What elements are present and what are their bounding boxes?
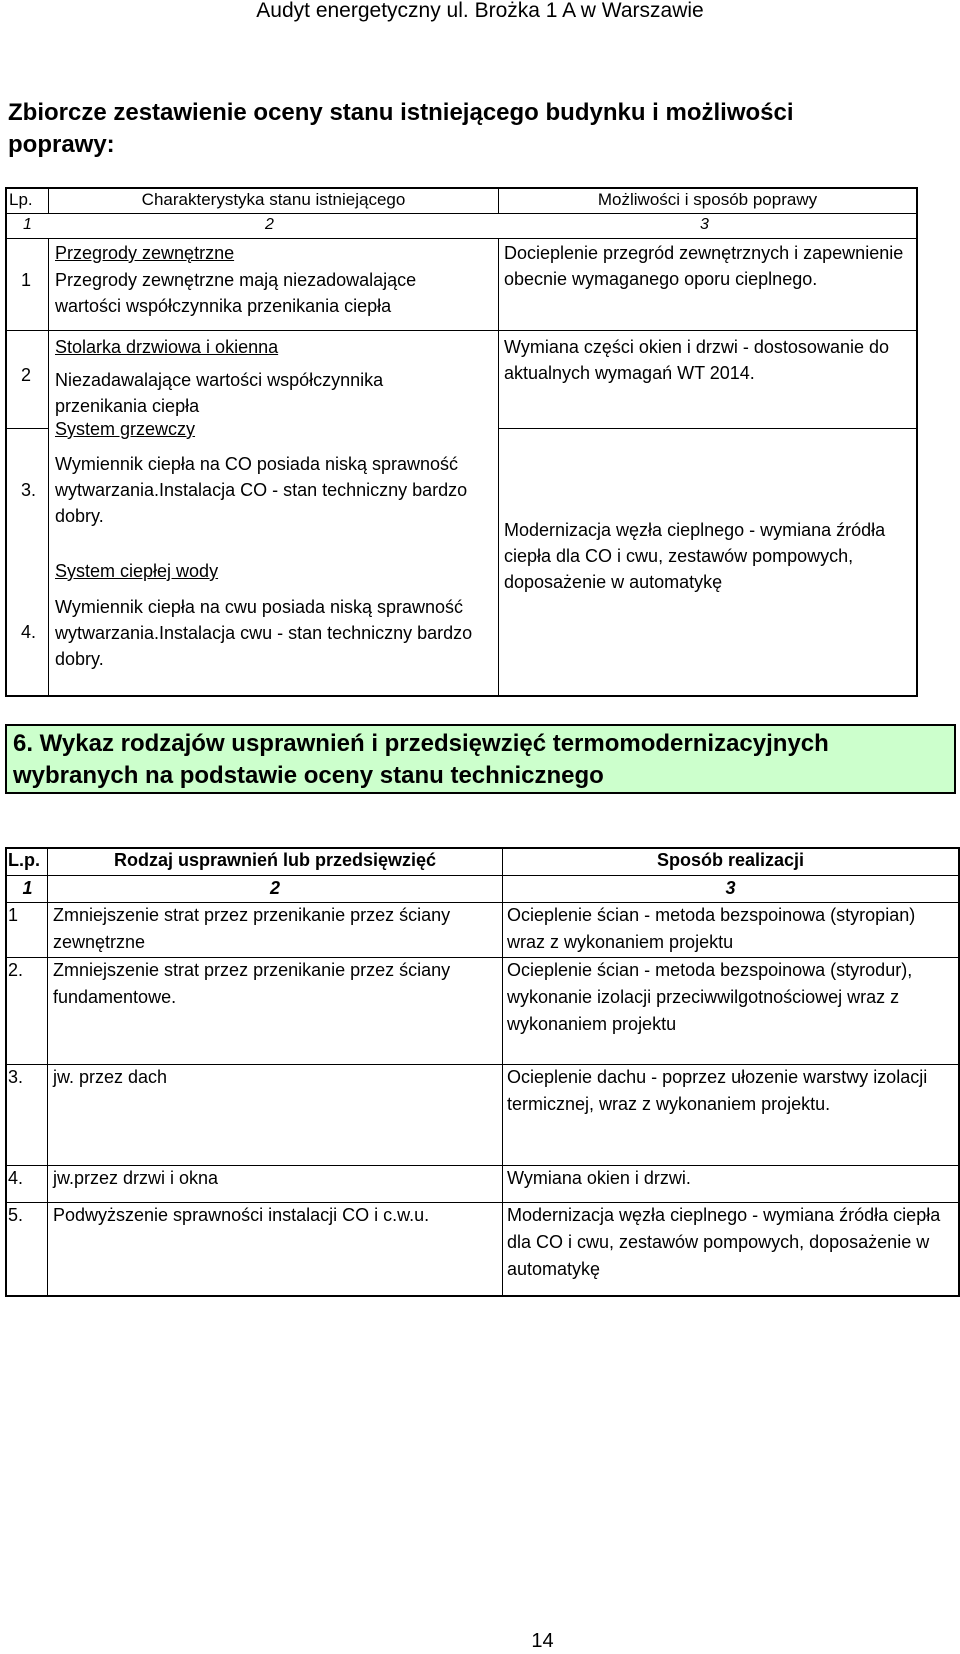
t2-row2-type: Zmniejszenie strat przez przenikanie przez ściany fundamentowe. [53,960,451,1007]
col-header-improvements: Możliwości i sposób poprawy [597,190,818,209]
col-number-3: 3 [700,216,709,233]
t2-row5-type: Podwyższenie sprawności instalacji CO i c.w.u. [53,1205,430,1225]
t2-header-lp: L.p. [8,850,40,870]
t2-number-3: 3 [725,878,736,898]
t2-row2-method: Ocieplenie ścian - metoda bezspoinowa (styrodur), wykonanie izolacji przeciwwilgotnościowej wraz z wykonaniem projektu [507,960,913,1034]
col-header-characteristics: Charakterystyka stanu istniejącego [141,190,406,209]
col-header-lp: Lp. [9,190,33,209]
t2-row4-lp: 4. [8,1168,24,1188]
row3-improvement: Modernizacja węzła cieplnego - wymiana źródła ciepła dla CO i cwu, zestawów pompowych, doposażenie w automatykę [504,520,886,592]
row4-lp: 4. [21,622,37,642]
t2-row3-lp: 3. [8,1067,24,1087]
t2-row1-lp: 1 [8,905,19,925]
t2-number-1: 1 [22,878,33,898]
row1-heading: Przegrody zewnętrzne [55,243,235,263]
row2-improvement: Wymiana części okien i drzwi - dostosowanie do aktualnych wymagań WT 2014. [504,337,889,383]
t2-row3-method: Ocieplenie dachu - poprzez ułozenie warstwy izolacji termicznej, wraz z wykonaniem projektu. [507,1067,928,1114]
t2-number-2: 2 [269,878,280,898]
document-header: Audyt energetyczny ul. Brożka 1 A w Warszawie [256,0,704,22]
summary-title: Zbiorcze zestawienie oceny stanu istniejącego budynku i możliwości poprawy: [8,99,794,158]
row2-heading: Stolarka drzwiowa i okienna [55,337,279,357]
row1-improvement: Docieplenie przegród zewnętrznych i zapewnienie obecnie wymaganego oporu cieplnego. [504,243,904,289]
section6-title: 6. Wykaz rodzajów usprawnień i przedsięwzięć termomodernizacyjnych wybranych na podstawie oceny stanu technicznego [13,730,829,789]
row3-heading: System grzewczy [55,419,196,439]
row2-lp: 2 [21,365,32,385]
col-number-1: 1 [23,216,32,233]
t2-row4-type: jw.przez drzwi i okna [53,1168,219,1188]
row3-lp: 3. [21,480,37,500]
row1-description: Przegrody zewnętrzne mają niezadowalające wartości współczynnika przenikania ciepła [55,270,417,316]
t2-header-type: Rodzaj usprawnień lub przedsięwzięć [113,850,437,870]
page-number: 14 [531,1630,554,1652]
row4-heading: System ciepłej wody [55,561,219,581]
row2-description: Niezadawalające wartości współczynnika przenikania ciepła [55,370,384,416]
t2-row2-lp: 2. [8,960,24,980]
assessment-table [5,187,918,697]
t2-row1-type: Zmniejszenie strat przez przenikanie przez ściany zewnętrzne [53,905,451,952]
col-number-2: 2 [265,216,274,233]
t2-header-method: Sposób realizacji [656,850,805,870]
improvements-table [5,847,960,1297]
section6-banner [5,724,956,794]
row4-description: Wymiennik ciepła na cwu posiada niską sprawność wytwarzania.Instalacja cwu - stan techniczny bardzo dobry. [55,597,473,669]
t2-row5-lp: 5. [8,1205,24,1225]
row3-description: Wymiennik ciepła na CO posiada niską sprawność wytwarzania.Instalacja CO - stan techniczny bardzo dobry. [55,454,468,526]
t2-row3-type: jw. przez dach [53,1067,168,1087]
row1-lp: 1 [21,270,32,290]
t2-row1-method: Ocieplenie ścian - metoda bezspoinowa (styropian) wraz z wykonaniem projektu [507,905,916,952]
t2-row4-method: Wymiana okien i drzwi. [507,1168,691,1188]
t2-row5-method: Modernizacja węzła cieplnego - wymiana źródła ciepła dla CO i cwu, zestawów pompowych, doposażenie w automatykę [507,1205,941,1279]
